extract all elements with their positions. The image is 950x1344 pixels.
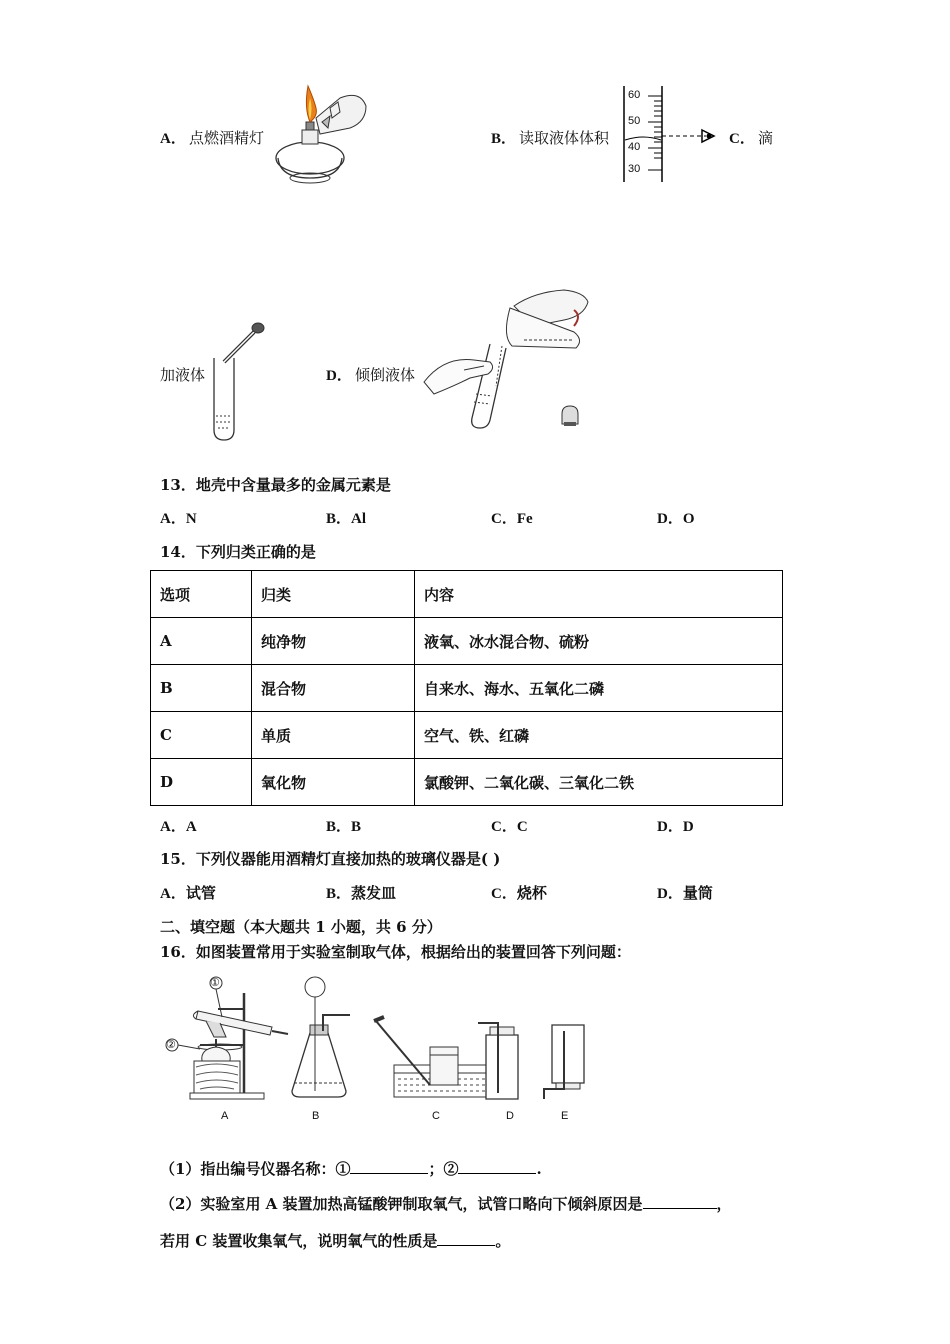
table-cell: D [151, 759, 252, 806]
apparatus-marker-2: ② [166, 1039, 176, 1051]
table-header-cell: 选项 [151, 571, 252, 618]
table-cell: B [151, 665, 252, 712]
table-cell: 纯净物 [252, 618, 415, 665]
apparatus-label-c: C [432, 1110, 440, 1122]
answer-blank-3[interactable] [643, 1194, 717, 1209]
table-cell: 液氧、冰水混合物、硫粉 [415, 618, 783, 665]
q15-option-a: A．试管 [160, 886, 216, 902]
apparatus-marker-1: ① [210, 977, 220, 989]
q13-option-c: C．Fe [491, 511, 533, 527]
table-row [151, 618, 783, 665]
q13-option-b: B．Al [326, 511, 367, 527]
q13-stem: 13．地壳中含量最多的金属元素是 [160, 476, 391, 494]
q12-option-c-letter: C． [729, 131, 755, 147]
q14-stem: 14．下列归类正确的是 [160, 543, 316, 561]
table-header-cell: 归类 [252, 571, 415, 618]
pouring-liquid-illustration [424, 286, 594, 436]
answer-blank-4[interactable] [437, 1231, 495, 1246]
q12-option-d-letter: D． [326, 368, 352, 384]
q16-sub2-text: （2）实验室用 A 装置加热高锰酸钾制取氧气，试管口略向下倾斜原因是 [160, 1195, 643, 1213]
q12-option-b-text: 读取液体体积 [519, 129, 610, 147]
lighting-alcohol-lamp-illustration [270, 78, 380, 186]
q12-option-a-text: 点燃酒精灯 [189, 129, 265, 147]
q16-sub1-mid: ；② [428, 1160, 459, 1178]
classification-table [150, 570, 783, 806]
table-header-cell: 内容 [415, 571, 783, 618]
q14-option-a: A．A [160, 819, 197, 835]
q12-option-b-letter: B． [491, 131, 517, 147]
q16-sub1-prefix: （1）指出编号仪器名称：① [160, 1160, 351, 1178]
apparatus-label-b: B [312, 1110, 320, 1122]
q15-option-b: B．蒸发皿 [326, 886, 397, 902]
apparatus-label-a: A [221, 1110, 229, 1122]
answer-blank-1[interactable] [350, 1159, 428, 1174]
q12-option-c-text-end: 加液体 [160, 366, 206, 384]
gas-apparatus-illustration [160, 975, 610, 1105]
q13-option-d: D．O [657, 511, 695, 527]
table-cell: 空气、铁、红磷 [415, 712, 783, 759]
q14-option-d: D．D [657, 819, 694, 835]
q16-sub2-end: ， [716, 1195, 732, 1213]
q15-option-d: D．量筒 [657, 886, 713, 902]
q14-option-b: B．B [326, 819, 362, 835]
apparatus-label-e: E [561, 1110, 569, 1122]
cylinder-tick-40: 40 [628, 141, 641, 153]
q16-sub1 [160, 1158, 542, 1179]
table-cell: 混合物 [252, 665, 415, 712]
table-cell: C [151, 712, 252, 759]
q16-stem: 16．如图装置常用于实验室制取气体，根据给出的装置回答下列问题： [160, 943, 631, 961]
table-cell: A [151, 618, 252, 665]
cylinder-tick-60: 60 [628, 89, 641, 101]
answer-blank-2[interactable] [458, 1159, 536, 1174]
q14-option-c: C．C [491, 819, 528, 835]
table-cell: 氧化物 [252, 759, 415, 806]
q16-sub2-line1 [160, 1193, 732, 1214]
q12-option-c-text-start: 滴 [758, 129, 774, 147]
q16-sub2-line2-text: 若用 C 装置收集氧气，说明氧气的性质是 [160, 1232, 438, 1250]
apparatus-label-d: D [506, 1110, 514, 1122]
q15-option-c: C．烧杯 [491, 886, 547, 902]
q12-option-a-letter: A． [160, 131, 186, 147]
q16-sub2-line2 [160, 1230, 510, 1251]
q15-stem: 15．下列仪器能用酒精灯直接加热的玻璃仪器是( ) [160, 850, 501, 868]
table-cell: 氯酸钾、二氧化碳、三氧化二铁 [415, 759, 783, 806]
table-cell: 单质 [252, 712, 415, 759]
cylinder-tick-30: 30 [628, 163, 641, 175]
table-row [151, 759, 783, 806]
q12-option-d-text: 倾倒液体 [355, 366, 416, 384]
table-header-row [151, 571, 783, 618]
table-row [151, 712, 783, 759]
q16-sub2-line2-end: 。 [495, 1232, 511, 1250]
table-row [151, 665, 783, 712]
dropper-test-tube-illustration [208, 318, 278, 444]
cylinder-tick-50: 50 [628, 115, 641, 127]
q16-sub1-end: . [536, 1160, 542, 1178]
table-cell: 自来水、海水、五氧化二磷 [415, 665, 783, 712]
q13-option-a: A．N [160, 511, 197, 527]
section-2-title: 二、填空题（本大题共 1 小题，共 6 分） [160, 918, 442, 936]
